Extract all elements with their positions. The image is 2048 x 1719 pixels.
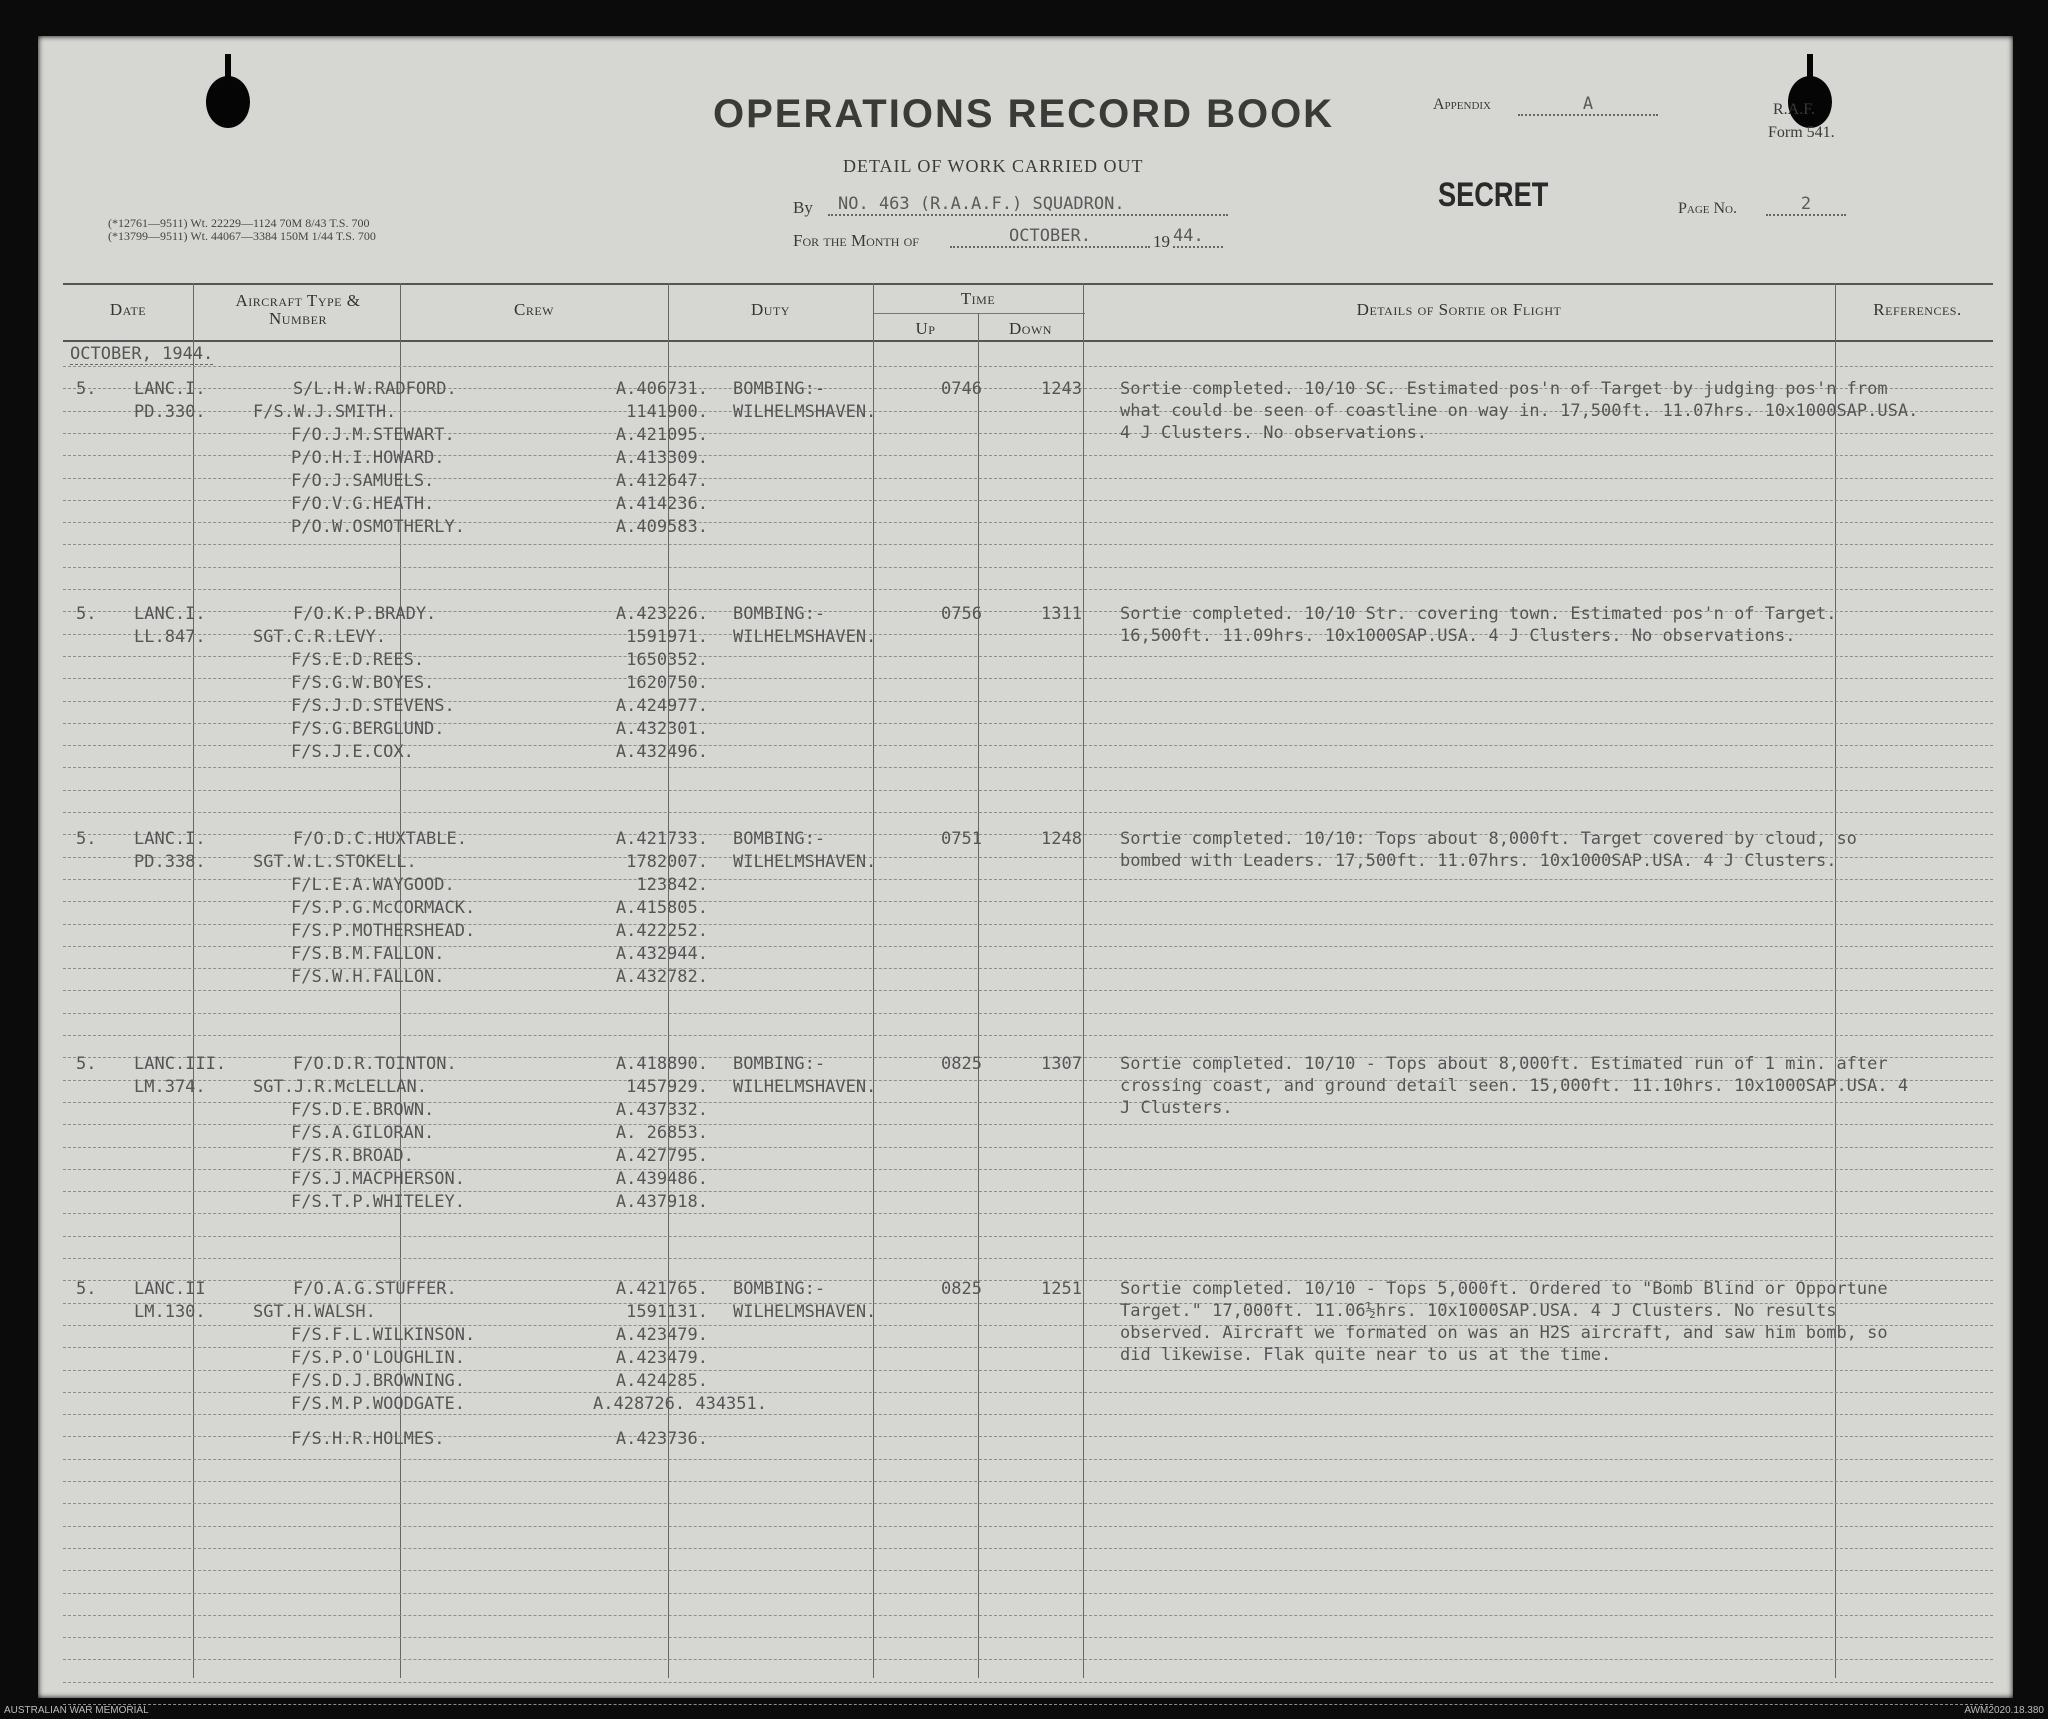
crew-name: F/S.G.W.BOYES. — [291, 673, 435, 693]
col-divider-down — [1083, 283, 1084, 1678]
crew-name: F/S.T.P.WHITELEY. — [291, 1192, 465, 1212]
duty-line: WILHELMSHAVEN. — [733, 852, 877, 872]
record-sheet — [38, 36, 2013, 1698]
col-header-references: References. — [1873, 300, 1962, 319]
crew-number: A.418890. — [615, 1054, 708, 1074]
col-header-down: Down — [1009, 319, 1052, 338]
form-title: OPERATIONS RECORD BOOK — [713, 92, 1335, 136]
ruled-line — [63, 366, 1993, 367]
month-label: For the Month of — [793, 231, 919, 250]
crew-name: P/O.H.I.HOWARD. — [291, 448, 445, 468]
ruled-line — [63, 589, 1993, 590]
crew-name: F/O.V.G.HEATH. — [291, 494, 435, 514]
crew-name: F/S.H.R.HOLMES. — [291, 1429, 445, 1449]
aircraft-number: LM.374. — [134, 1077, 206, 1097]
print-code-1: (*12761—9511) Wt. 22229—1124 70M 8/43 T.S. 700 — [108, 216, 370, 230]
col-divider-duty — [873, 283, 874, 1678]
ruled-line — [63, 790, 1993, 791]
crew-number: A. 26853. — [615, 1123, 708, 1143]
sortie-date: 5. — [76, 604, 97, 624]
ruled-line — [63, 1659, 1993, 1660]
crew-name: S/L.H.W.RADFORD. — [293, 379, 457, 399]
sortie-details: Sortie completed. 10/10 SC. Estimated pos'n of Target by judging pos'n from what could be seen of coastline on way in. 17,500ft. 11.07hrs. 10x1000SAP.USA. 4 J Clusters. No observations. — [1120, 379, 1919, 443]
crew-number: A.432301. — [615, 719, 708, 739]
crew-number: A.406731. — [615, 379, 708, 399]
crew-number: A.422252. — [615, 921, 708, 941]
crew-number: 1650352. — [626, 650, 708, 670]
ruled-line — [63, 1258, 1993, 1259]
crew-name: F/L.E.A.WAYGOOD. — [291, 875, 455, 895]
crew-name: F/S.W.H.FALLON. — [291, 967, 445, 987]
time-down: 1307 — [1041, 1054, 1082, 1074]
duty-line: WILHELMSHAVEN. — [733, 402, 877, 422]
ruled-line — [63, 567, 1993, 568]
time-down: 1251 — [1041, 1279, 1082, 1299]
print-code-2: (*13799—9511) Wt. 44067—3384 150M 1/44 T.S. 700 — [108, 229, 376, 243]
crew-number: A.437332. — [615, 1100, 708, 1120]
table-top-rule — [63, 283, 1993, 285]
crew-name: F/S.D.E.BROWN. — [291, 1100, 435, 1120]
crew-name: SGT.H.WALSH. — [253, 1302, 376, 1322]
ruled-line — [63, 1414, 1993, 1415]
sortie-date: 5. — [76, 829, 97, 849]
year-suffix: 44. — [1173, 226, 1223, 248]
crew-name: F/O.D.R.TOINTON. — [293, 1054, 457, 1074]
ruled-line — [63, 1637, 1993, 1638]
sortie-details: Sortie completed. 10/10 - Tops about 8,000ft. Estimated run of 1 min. after crossing coast, and ground detail seen. 15,000ft. 11.10hrs. 10x1000SAP.USA. 4 J Clusters. — [1120, 1054, 1909, 1118]
crew-name: F/O.J.SAMUELS. — [291, 471, 435, 491]
duty-line: BOMBING:- — [733, 829, 826, 849]
crew-number: A.432496. — [615, 742, 708, 762]
crew-number: A.421765. — [615, 1279, 708, 1299]
col-divider-details — [1835, 283, 1836, 1678]
ruled-line — [63, 767, 1993, 768]
col-header-details: Details of Sortie or Flight — [1356, 300, 1562, 319]
col-divider-up — [978, 313, 979, 1678]
crew-name: F/S.M.P.WOODGATE. — [291, 1394, 465, 1414]
crew-name: F/S.J.D.STEVENS. — [291, 696, 455, 716]
col-header-up: Up — [915, 319, 936, 338]
crew-name: P/O.W.OSMOTHERLY. — [291, 517, 465, 537]
crew-number: A.421095. — [615, 425, 708, 445]
crew-name: SGT.W.L.STOKELL. — [253, 852, 417, 872]
ruled-line — [63, 1503, 1993, 1504]
year-prefix: 19 — [1153, 232, 1170, 251]
ruled-line — [63, 1548, 1993, 1549]
ruled-line — [63, 1035, 1993, 1036]
crew-name: SGT.C.R.LEVY. — [253, 627, 387, 647]
crew-name: F/O.A.G.STUFFER. — [293, 1279, 457, 1299]
time-up: 0825 — [941, 1279, 982, 1299]
crew-number: A.412647. — [615, 471, 708, 491]
duty-line: BOMBING:- — [733, 604, 826, 624]
time-down: 1243 — [1041, 379, 1082, 399]
crew-number: A.415805. — [615, 898, 708, 918]
sortie-details: Sortie completed. 10/10: Tops about 8,000ft. Target covered by cloud, so bombed with Leaders. 17,500ft. 11.07hrs. 10x1000SAP.USA. 4 J Clusters. — [1120, 829, 1857, 871]
ruled-line — [63, 1459, 1993, 1460]
aircraft-type: LANC.I. — [134, 604, 206, 624]
squadron-value: NO. 463 (R.A.A.F.) SQUADRON. — [828, 194, 1228, 216]
page-label: Page No. — [1678, 200, 1738, 217]
sortie-details: Sortie completed. 10/10 - Tops 5,000ft. Ordered to "Bomb Blind or Opportune Target." 17,000ft. 11.06½hrs. 10x1000SAP.USA. 4 J Clusters. No results observed. Aircraft we formated on was an H2S aircraft, and saw him bomb, so did likewise. Flak quite near to us at the time. — [1120, 1279, 1888, 1365]
crew-number: 1591971. — [626, 627, 708, 647]
aircraft-type: LANC.I. — [134, 379, 206, 399]
footer-left: AUSTRALIAN WAR MEMORIAL — [4, 1705, 149, 1716]
ruled-line — [63, 1615, 1993, 1616]
crew-name: F/O.K.P.BRADY. — [293, 604, 437, 624]
table-header-rule — [63, 340, 1993, 342]
form-subtitle: DETAIL OF WORK CARRIED OUT — [843, 156, 1144, 176]
crew-number: A.413309. — [615, 448, 708, 468]
appendix-label: Appendix — [1433, 96, 1492, 113]
crew-number: 1782007. — [626, 852, 708, 872]
col-header-date: Date — [109, 300, 147, 319]
month-heading: OCTOBER, 1944. — [70, 344, 214, 364]
time-divider — [873, 313, 1085, 314]
crew-number: A.432944. — [615, 944, 708, 964]
sortie-date: 5. — [76, 1279, 97, 1299]
crew-number: A.423736. — [615, 1429, 708, 1449]
crew-number: 1620750. — [626, 673, 708, 693]
sortie-date: 5. — [76, 379, 97, 399]
time-down: 1311 — [1041, 604, 1082, 624]
ruled-line — [63, 1481, 1993, 1482]
time-down: 1248 — [1041, 829, 1082, 849]
col-header-aircraft: Aircraft Type & Number — [235, 291, 361, 328]
ruled-line — [63, 1236, 1993, 1237]
crew-name: F/S.D.J.BROWNING. — [291, 1371, 465, 1391]
crew-number: A.423479. — [615, 1325, 708, 1345]
crew-name: SGT.J.R.McLELLAN. — [253, 1077, 427, 1097]
aircraft-number: LL.847. — [134, 627, 206, 647]
crew-number: A.427795. — [615, 1146, 708, 1166]
ruled-line — [63, 1570, 1993, 1571]
ruled-line — [63, 1526, 1993, 1527]
crew-number: A.424977. — [615, 696, 708, 716]
month-value: OCTOBER. — [950, 226, 1150, 248]
ruled-line — [63, 990, 1993, 991]
crew-name: F/S.P.MOTHERSHEAD. — [291, 921, 476, 941]
crew-number: A.437918. — [615, 1192, 708, 1212]
duty-line: BOMBING:- — [733, 379, 826, 399]
crew-name: F/O.J.M.STEWART. — [291, 425, 455, 445]
crew-number: 1457929. — [626, 1077, 708, 1097]
col-header-duty: Duty — [751, 300, 790, 319]
crew-number: A.409583. — [615, 517, 708, 537]
crew-number: A.432782. — [615, 967, 708, 987]
time-up: 0825 — [941, 1054, 982, 1074]
crew-number: A.423226. — [615, 604, 708, 624]
col-header-time: Time — [960, 289, 996, 308]
crew-number: A.439486. — [615, 1169, 708, 1189]
crew-name: F/S.G.BERGLUND. — [291, 719, 445, 739]
ruled-line — [63, 1704, 1993, 1705]
footer-right: AWM2020.18.380 — [1964, 1705, 2044, 1716]
aircraft-number: PD.330. — [134, 402, 206, 422]
crew-name: F/S.P.O'LOUGHLIN. — [291, 1348, 465, 1368]
punch-hole-left — [206, 76, 250, 128]
duty-line: BOMBING:- — [733, 1279, 826, 1299]
ruled-line — [63, 1392, 1993, 1393]
crew-number: 1591131. — [626, 1302, 708, 1322]
secret-stamp: SECRET — [1438, 176, 1549, 214]
ruled-line — [63, 1213, 1993, 1214]
duty-line: WILHELMSHAVEN. — [733, 627, 877, 647]
crew-name: F/S.J.MACPHERSON. — [291, 1169, 465, 1189]
crew-name: F/S.P.G.McCORMACK. — [291, 898, 476, 918]
form-label-number: Form 541. — [1768, 124, 1835, 141]
aircraft-type: LANC.III. — [134, 1054, 227, 1074]
aircraft-type: LANC.I. — [134, 829, 206, 849]
crew-number: 1141900. — [626, 402, 708, 422]
time-up: 0746 — [941, 379, 982, 399]
crew-name: F/S.W.J.SMITH. — [253, 402, 397, 422]
col-header-crew: Crew — [514, 300, 554, 319]
ruled-line — [63, 1013, 1993, 1014]
aircraft-number: PD.338. — [134, 852, 206, 872]
ruled-line — [63, 544, 1993, 545]
crew-number: A.421733. — [615, 829, 708, 849]
ruled-line — [63, 1682, 1993, 1683]
crew-name: F/S.E.D.REES. — [291, 650, 425, 670]
crew-name: F/S.J.E.COX. — [291, 742, 414, 762]
col-divider-date — [193, 283, 194, 1678]
crew-name: F/S.R.BROAD. — [291, 1146, 414, 1166]
sortie-date: 5. — [76, 1054, 97, 1074]
crew-number: A.424285. — [615, 1371, 708, 1391]
by-label: By — [793, 198, 813, 217]
ruled-line — [63, 1593, 1993, 1594]
duty-line: BOMBING:- — [733, 1054, 826, 1074]
crew-number: A.414236. — [615, 494, 708, 514]
time-up: 0751 — [941, 829, 982, 849]
appendix-value: A — [1518, 94, 1658, 116]
crew-name: F/S.A.GILORAN. — [291, 1123, 435, 1143]
ruled-line — [63, 812, 1993, 813]
page-number: 2 — [1766, 194, 1846, 216]
aircraft-number: LM.130. — [134, 1302, 206, 1322]
crew-name: F/S.B.M.FALLON. — [291, 944, 445, 964]
duty-line: WILHELMSHAVEN. — [733, 1077, 877, 1097]
form-label-raf: R.A.F. — [1773, 101, 1815, 118]
crew-number: A.423479. — [615, 1348, 708, 1368]
duty-line: WILHELMSHAVEN. — [733, 1302, 877, 1322]
crew-number: A.428726. 434351. — [593, 1394, 767, 1414]
crew-name: F/O.D.C.HUXTABLE. — [293, 829, 467, 849]
crew-number: 123842. — [636, 875, 708, 895]
time-up: 0756 — [941, 604, 982, 624]
sortie-details: Sortie completed. 10/10 Str. covering town. Estimated pos'n of Target. 16,500ft. 11.09hrs. 10x1000SAP.USA. 4 J Clusters. No observations. — [1120, 604, 1837, 646]
aircraft-type: LANC.II — [134, 1279, 206, 1299]
crew-name: F/S.F.L.WILKINSON. — [291, 1325, 476, 1345]
